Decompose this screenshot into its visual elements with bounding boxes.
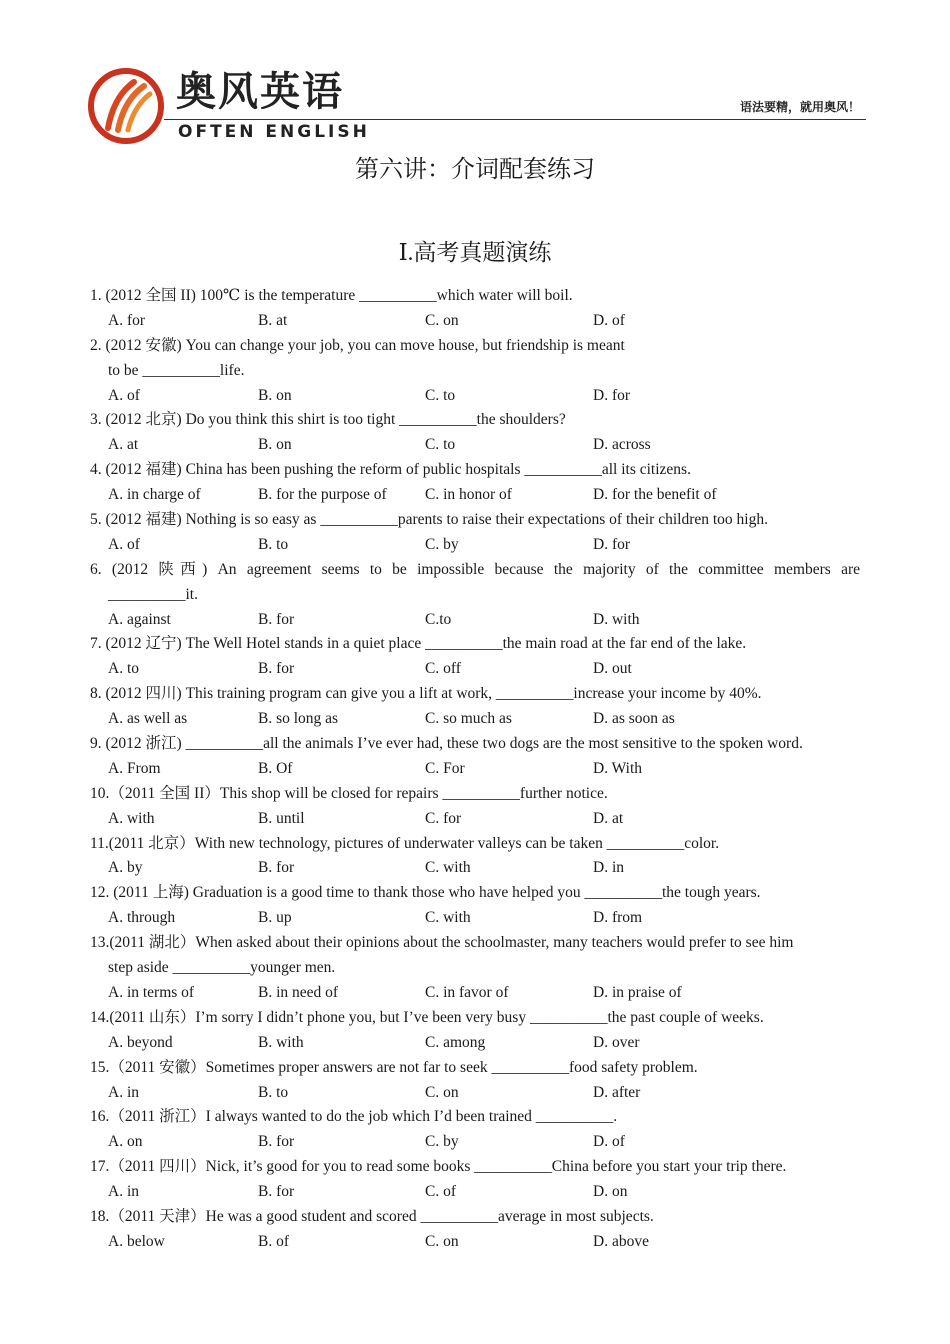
answer-options: [90, 707, 860, 732]
option-c: C. on: [425, 311, 459, 329]
answer-options: [90, 1031, 860, 1056]
option-c: C. for: [425, 809, 462, 827]
question-stem: 6. (2012 陕西) An agreement seems to be impossible because the majority of the committee members are: [90, 560, 860, 578]
question-stem: 2. (2012 安徽) You can change your job, you can move house, but friendship is meant: [90, 336, 625, 354]
answer-options: [90, 1130, 860, 1155]
question-item: [90, 732, 860, 782]
question-item: [90, 782, 860, 832]
answer-options: [90, 433, 860, 458]
option-d: D. in praise of: [593, 983, 682, 1001]
option-b: B. for: [258, 1133, 295, 1151]
option-d: D. of: [593, 1133, 625, 1151]
option-a: A. in: [108, 1183, 139, 1201]
answer-options: [90, 1180, 860, 1205]
question-stem: 12. (2011 上海) Graduation is a good time to thank those who have helped you __________the tough years.: [90, 884, 761, 902]
question-item: [90, 931, 860, 1006]
answer-options: [90, 856, 860, 881]
answer-options: [90, 757, 860, 782]
question-stem: 17.（2011 四川）Nick, it’s good for you to read some books __________China before you start your trip there.: [90, 1158, 787, 1176]
answer-options: [90, 309, 860, 334]
option-b: B. on: [258, 436, 292, 454]
answer-options: [90, 657, 860, 682]
option-b: B. for: [258, 1183, 295, 1201]
option-a: A. From: [108, 759, 161, 777]
answer-options: [90, 807, 860, 832]
question-item: [90, 632, 860, 682]
answer-options: [90, 608, 860, 633]
option-d: D. as soon as: [593, 710, 675, 728]
question-stem: 7. (2012 辽宁) The Well Hotel stands in a quiet place __________the main road at the far end of the lake.: [90, 635, 747, 653]
option-d: D. out: [593, 660, 632, 678]
option-a: A. for: [108, 311, 146, 329]
option-c: C.to: [425, 610, 452, 628]
question-item: [90, 458, 860, 508]
option-a: A. with: [108, 809, 155, 827]
option-c: C. on: [425, 1232, 459, 1250]
option-c: C. on: [425, 1083, 459, 1101]
question-item: [90, 1105, 860, 1155]
option-c: C. in honor of: [425, 486, 512, 504]
question-list: [90, 284, 860, 1255]
option-d: D. for: [593, 535, 631, 553]
lecture-title: 第六讲：介词配套练习: [355, 157, 595, 183]
question-item: [90, 284, 860, 334]
option-a: A. at: [108, 436, 139, 454]
question-stem: 14.(2011 山东）I’m sorry I didn’t phone you, but I’ve been very busy __________the past couple of weeks.: [90, 1008, 764, 1026]
option-a: A. to: [108, 660, 139, 678]
option-b: B. to: [258, 1083, 289, 1101]
answer-options: [90, 483, 860, 508]
question-stem-continued: to be __________life.: [108, 361, 245, 379]
question-stem-continued: step aside __________younger men.: [108, 959, 336, 977]
question-item: [90, 508, 860, 558]
option-b: B. in need of: [258, 983, 339, 1001]
option-d: D. for the benefit of: [593, 486, 717, 504]
question-stem: 11.(2011 北京）With new technology, pictures of underwater valleys can be taken __________color.: [90, 834, 720, 852]
option-b: B. with: [258, 1033, 304, 1051]
question-stem: 4. (2012 福建) China has been pushing the reform of public hospitals __________all its citizens.: [90, 461, 691, 479]
option-a: A. by: [108, 859, 143, 877]
option-c: C. by: [425, 535, 459, 553]
question-stem: 15.（2011 安徽）Sometimes proper answers are not far to seek __________food safety problem.: [90, 1058, 698, 1076]
option-c: C. For: [425, 759, 465, 777]
question-stem: 9. (2012 浙江) __________all the animals I’ve ever had, these two dogs are the most sensitive to the spoken word.: [90, 735, 803, 753]
question-stem: 10.（2011 全国 II）This shop will be closed for repairs __________further notice.: [90, 784, 608, 802]
question-item: [90, 881, 860, 931]
option-a: A. in charge of: [108, 486, 201, 504]
question-item: [90, 334, 860, 409]
option-a: A. of: [108, 535, 140, 553]
option-d: D. for: [593, 386, 631, 404]
option-b: B. for the purpose of: [258, 486, 387, 504]
option-b: B. up: [258, 909, 292, 927]
question-item: [90, 558, 860, 633]
question-stem: 8. (2012 四川) This training program can give you a lift at work, __________increase your income by 40%.: [90, 685, 762, 703]
brand-name-chinese: 奥风英语: [176, 69, 344, 115]
answer-options: [90, 384, 860, 409]
question-stem: 3. (2012 北京) Do you think this shirt is too tight __________the shoulders?: [90, 411, 566, 429]
question-item: [90, 1056, 860, 1106]
question-item: [90, 1205, 860, 1255]
header-slogan: 语法要精，就用奥风！: [739, 100, 860, 114]
question-stem: 1. (2012 全国 II) 100℃ is the temperature __________which water will boil.: [90, 287, 573, 304]
answer-options: [90, 981, 860, 1006]
question-stem: 13.(2011 湖北）When asked about their opinions about the schoolmaster, many teachers would prefer to see him: [90, 934, 794, 952]
option-a: A. in: [108, 1083, 139, 1101]
question-stem: 18.（2011 天津）He was a good student and scored __________average in most subjects.: [90, 1207, 654, 1225]
option-a: A. against: [108, 610, 171, 628]
answer-options: [90, 1230, 860, 1255]
question-item: [90, 682, 860, 732]
option-b: B. for: [258, 660, 295, 678]
option-b: B. on: [258, 386, 292, 404]
option-b: B. Of: [258, 759, 293, 777]
question-item: [90, 1155, 860, 1205]
option-c: C. to: [425, 436, 456, 454]
option-b: B. so long as: [258, 710, 339, 728]
option-d: D. after: [593, 1083, 641, 1101]
option-a: A. in terms of: [108, 983, 195, 1001]
question-item: [90, 408, 860, 458]
option-a: A. on: [108, 1133, 143, 1151]
option-d: D. over: [593, 1033, 640, 1051]
option-c: C. among: [425, 1033, 486, 1051]
option-d: D. above: [593, 1232, 649, 1250]
option-c: C. in favor of: [425, 983, 509, 1001]
option-d: D. with: [593, 610, 640, 628]
option-d: D. from: [593, 909, 643, 927]
question-stem-continued: __________it.: [108, 585, 198, 603]
brand-name-english: OFTEN ENGLISH: [178, 122, 370, 142]
section-title: Ⅰ.高考真题演练: [398, 240, 552, 265]
option-a: A. below: [108, 1232, 165, 1250]
option-b: B. for: [258, 610, 295, 628]
question-stem: 5. (2012 福建) Nothing is so easy as __________parents to raise their expectations of their children too high.: [90, 511, 768, 529]
option-d: D. across: [593, 436, 651, 454]
option-d: D. on: [593, 1183, 628, 1201]
option-c: C. by: [425, 1133, 459, 1151]
option-d: D. at: [593, 809, 624, 827]
option-d: D. in: [593, 859, 624, 877]
option-b: B. of: [258, 1232, 289, 1250]
often-english-logo-icon: [88, 68, 164, 144]
option-b: B. until: [258, 809, 305, 827]
option-c: C. of: [425, 1183, 456, 1201]
question-item: [90, 832, 860, 882]
header-divider: [164, 119, 866, 120]
option-b: B. at: [258, 311, 288, 329]
option-c: C. so much as: [425, 710, 512, 728]
option-c: C. to: [425, 386, 456, 404]
option-a: A. of: [108, 386, 140, 404]
option-a: A. through: [108, 909, 176, 927]
option-c: C. with: [425, 859, 471, 877]
option-d: D. of: [593, 311, 625, 329]
question-stem: 16.（2011 浙江）I always wanted to do the job which I’d been trained __________.: [90, 1108, 618, 1126]
answer-options: [90, 1081, 860, 1106]
option-b: B. to: [258, 535, 289, 553]
option-c: C. with: [425, 909, 471, 927]
option-d: D. With: [593, 759, 643, 777]
page-header: [88, 64, 866, 148]
option-b: B. for: [258, 859, 295, 877]
question-item: [90, 1006, 860, 1056]
answer-options: [90, 533, 860, 558]
option-c: C. off: [425, 660, 461, 678]
answer-options: [90, 906, 860, 931]
option-a: A. as well as: [108, 710, 188, 728]
option-a: A. beyond: [108, 1033, 173, 1051]
